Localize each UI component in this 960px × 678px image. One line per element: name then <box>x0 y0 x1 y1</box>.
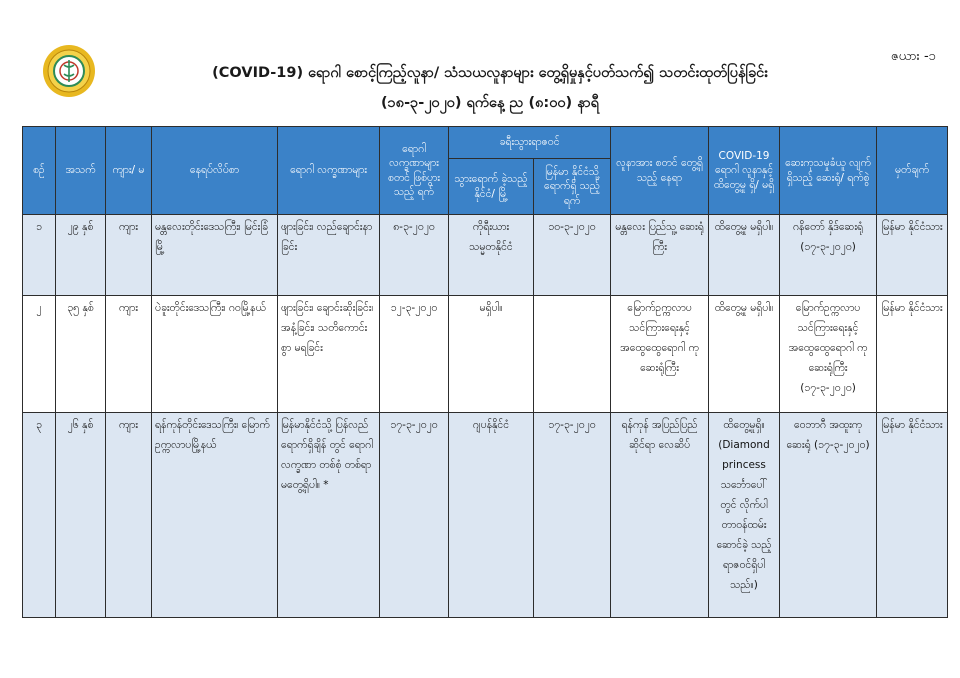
page-title: (COVID-19) ရောဂါ စောင့်ကြည့်လူနာ/ သံသယလူနာများ တွေ့ရှိမှုနှင့်ပတ်သက်၍ သတင်းထုတ်ပြန်ခြင်း <box>212 65 768 81</box>
header-address: နေရပ်လိပ်စာ <box>152 127 278 215</box>
header-sex: ကျား/ မ <box>106 127 152 215</box>
annex-label: ဇယား -၁ <box>890 49 936 64</box>
header-travel: ခရီးသွားရာဇဝင် <box>449 127 611 159</box>
cell-address: မန္တလေးတိုင်းဒေသကြီး၊ မြင်းခြံမြို့ <box>152 215 278 296</box>
header-age: အသက် <box>56 127 106 215</box>
cell-remark: မြန်မာ နိုင်ငံသား <box>877 296 948 413</box>
cell-covid-contact: ထိတွေ့မှုရှိ။ (Diamond princess သင်္ဘောပေါ် တွင် လိုက်ပါ တာဝန်ထမ်း ဆောင်ခဲ့ သည့် ရာဇဝင်ရှိပါ သည်။) <box>709 413 780 618</box>
cell-age: ၂၉ နှစ် <box>56 215 106 296</box>
cell-age: ၂၆ နှစ် <box>56 413 106 618</box>
cell-arrival <box>534 296 611 413</box>
cell-age: ၃၅ နှစ် <box>56 296 106 413</box>
cell-symptoms: ဖျားခြင်း၊ လည်ချောင်းနာခြင်း <box>278 215 380 296</box>
cell-travel-country: ဂျပန်နိုင်ငံ <box>449 413 534 618</box>
header-onset: ရောဂါ လက္ခဏာများ စတင် ဖြစ်ပွားသည့် ရက် <box>380 127 449 215</box>
cell-sex: ကျား <box>106 413 152 618</box>
cell-symptoms: ဖျားခြင်း၊ ချောင်းဆိုးခြင်း၊ အနံ့ခြင်း၊ သတိကောင်းစွာ မရခြင်း <box>278 296 380 413</box>
cell-address: ပဲခူးတိုင်းဒေသကြီး၊ ဂဝမြို့နယ် <box>152 296 278 413</box>
cell-remark: မြန်မာ နိုင်ငံသား <box>877 215 948 296</box>
cell-travel-country: မရှိပါ။ <box>449 296 534 413</box>
header-hospital: လူနာအား စတင် တွေ့ရှိသည့် နေရာ <box>611 127 709 215</box>
cell-referral: ဝေဘာဂီ အထူးကုဆေးရုံ (၁၇-၃-၂၀၂၀) <box>780 413 877 618</box>
cell-sex: ကျား <box>106 215 152 296</box>
header-remark: မှတ်ချက် <box>877 127 948 215</box>
header-arrival-date: မြန်မာ နိုင်ငံသို့ ရောက်ရှိ သည့်ရက် <box>534 159 611 215</box>
cell-covid-contact: ထိတွေ့မှု မရှိပါ။ <box>709 215 780 296</box>
cell-sex: ကျား <box>106 296 152 413</box>
patients-table <box>22 126 948 618</box>
table-row <box>23 413 948 618</box>
ministry-of-health-emblem-icon <box>42 44 96 98</box>
cell-travel-country: ကိုရီးယား သမ္မတနိုင်ငံ <box>449 215 534 296</box>
header-referral: ဆေးကုသမှုခံယူ လျက်ရှိသည့် ဆေးရုံ/ ရက်စွဲ <box>780 127 877 215</box>
table-row <box>23 215 948 296</box>
cell-address: ရန်ကုန်တိုင်းဒေသကြီး၊ မြောက်ဥက္ကလာပမြို့နယ် <box>152 413 278 618</box>
cell-hospital: မန္တလေး ပြည်သူ့ ဆေးရုံကြီး <box>611 215 709 296</box>
header-no: စဉ် <box>23 127 56 215</box>
header-symptoms: ရောဂါ လက္ခဏာများ <box>278 127 380 215</box>
header-travel-country: သွားရောက် ခဲ့သည့် နိုင်ငံ/ မြို့ <box>449 159 534 215</box>
cell-hospital: မြောက်ဥက္ကလာပ သင်ကြားရေးနှင့် အထွေထွေရောဂါ ကုဆေးရုံကြီး <box>611 296 709 413</box>
cell-arrival: ၁၀-၃-၂၀၂၀ <box>534 215 611 296</box>
cell-no: ၂ <box>23 296 56 413</box>
cell-hospital: ရန်ကုန် အပြည်ပြည်ဆိုင်ရာ လေဆိပ် <box>611 413 709 618</box>
page-subtitle: (၁၈-၃-၂၀၂၀) ရက်နေ့ ည (၈:၀၀) နာရီ <box>381 95 599 111</box>
table-row <box>23 296 948 413</box>
cell-symptoms: မြန်မာနိုင်ငံသို့ ပြန်လည်ရောက်ရှိချိန် တွင် ရောဂါလက္ခဏာ တစ်စုံ တစ်ရာ မတွေ့ရှိပါ။ * <box>278 413 380 618</box>
cell-onset: ၁၂-၃-၂၀၂၀ <box>380 296 449 413</box>
cell-remark: မြန်မာ နိုင်ငံသား <box>877 413 948 618</box>
cell-referral: မြောက်ဥက္ကလာပ သင်ကြားရေးနှင့် အထွေထွေရောဂါ ကုဆေးရုံကြီး (၁၇-၃-၂၀၂၀) <box>780 296 877 413</box>
cell-referral: ဂနိတော် နှိဒ်ဆေးရုံ (၁၇-၃-၂၀၂၀) <box>780 215 877 296</box>
cell-arrival: ၁၇-၃-၂၀၂၀ <box>534 413 611 618</box>
cell-no: ၁ <box>23 215 56 296</box>
header-covid-contact: COVID-19 ရောဂါ လူနာနှင့် ထိတွေ့မှု ရှိ/ မရှိ <box>709 127 780 215</box>
cell-no: ၃ <box>23 413 56 618</box>
cell-onset: ၈-၃-၂၀၂၀ <box>380 215 449 296</box>
cell-onset: ၁၇-၃-၂၀၂၀ <box>380 413 449 618</box>
cell-covid-contact: ထိတွေ့မှု မရှိပါ။ <box>709 296 780 413</box>
